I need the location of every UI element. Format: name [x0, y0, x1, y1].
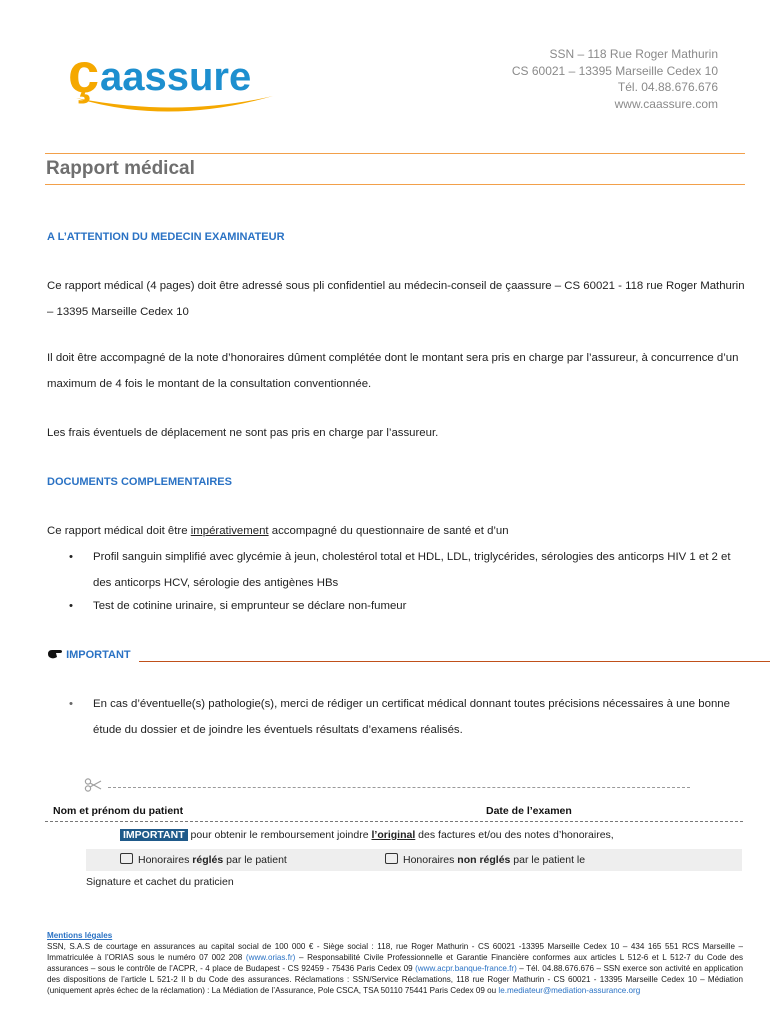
legal-line: – Tél. 04.88.676.676 – SSN exerce son activité en application des dispositions de l’article L 521-2 II b du Code des assurances. Réclamations : SSN/Service Réclamations, 118 rue Roger Mathurin - CS 60021 - 13395 Marseille Cedex 10 – Médiation (uniquement après échec de la réclamation) : La Médiation de l’Assurance, Pole CSCA, TSA 50110 75441 Paris Cedex 09 ou — [47, 964, 743, 995]
mediator-email-link[interactable]: le.mediateur@mediation-assurance.org — [498, 986, 641, 995]
bullet-icon: • — [69, 600, 73, 612]
scissors-icon — [84, 778, 102, 792]
logo-c-letter: ç — [68, 44, 100, 104]
address-line: CS 60021 – 13395 Marseille Cedex 10 — [511, 63, 718, 78]
important-text: En cas d’éventuelle(s) pathologie(s), merci de rédiger un certificat médical donnant toutes précisions nécessaires à une bonne étude du dossier et de joindre les éventuels résultats d’examens réalisés. — [93, 698, 730, 736]
section-heading-documents: DOCUMENTS COMPLEMENTAIRES — [47, 476, 232, 488]
list-item-text: Test de cotinine urinaire, si emprunteur se déclare non-fumeur — [93, 600, 407, 612]
paragraph-honoraires: Il doit être accompagné de la note d’honoraires dûment complétée dont le montant sera pris en charge par l’assureur, à concurrence d’un maximum de 4 fois le montant de la consultation conventionnée. — [47, 352, 739, 390]
intro-text: Ce rapport médical doit être — [47, 525, 191, 537]
reimb-original: l’original — [371, 829, 416, 841]
cb2-bold: non réglés — [457, 854, 511, 866]
acpr-link[interactable]: (www.acpr.banque-france.fr) — [415, 964, 517, 973]
legal-line: SSN, S.A.S de courtage en assurances au capital social de 100 000 € - Siège social : 118, rue Roger Mathurin - CS 60021 -13395 Marseille Cedex 10 – 434 165 551 RCS Marseille – Immatriculée à l’ORIAS sous le numéro 07 002 208 — [47, 942, 743, 962]
legal-text — [47, 941, 743, 996]
reimbursement-note — [120, 829, 614, 841]
important-badge: IMPORTANT — [120, 829, 188, 841]
cb1-bold: réglés — [192, 854, 224, 866]
form-divider — [45, 821, 743, 822]
orias-link[interactable]: (www.orias.fr) — [245, 953, 296, 962]
paragraph-adresse: Ce rapport médical (4 pages) doit être adressé sous pli confidentiel au médecin-conseil de çaassure – CS 60021 - 118 rue Roger Mathurin – 13395 Marseille Cedex 10 — [47, 280, 745, 318]
important-underline — [139, 661, 770, 662]
address-line: Tél. 04.88.676.676 — [617, 80, 718, 94]
logo-wordmark: aassure — [100, 55, 252, 99]
paragraph-frais: Les frais éventuels de déplacement ne sont pas pris en charge par l’assureur. — [47, 427, 439, 439]
list-item-text: Profil sanguin simplifié avec glycémie à jeun, cholestérol total et HDL, LDL, triglycérides, sérologies des anticorps HIV 1 et 2 et des anticorps HCV, sérologie des antigènes HBs — [93, 551, 731, 589]
pointing-hand-icon — [47, 648, 63, 659]
checkbox-regles-row[interactable] — [120, 853, 287, 866]
legal-title[interactable]: Mentions légales — [47, 931, 113, 940]
bullet-icon: • — [69, 698, 73, 710]
checkbox-regles[interactable] — [120, 853, 133, 864]
cb1-text: Honoraires — [138, 854, 193, 866]
section-heading-medecin: A L’ATTENTION DU MEDECIN EXAMINATEUR — [47, 231, 285, 243]
address-line: SSN – 118 Rue Roger Mathurin — [549, 47, 718, 61]
important-label: IMPORTANT — [66, 649, 131, 661]
website-link[interactable]: www.caassure.com — [614, 96, 718, 111]
title-bottom-rule — [45, 184, 745, 185]
title-top-rule — [45, 153, 745, 154]
list-item — [69, 691, 749, 743]
list-item — [69, 544, 749, 596]
exam-date-label: Date de l’examen — [486, 805, 572, 817]
important-heading — [47, 648, 737, 661]
checkbox-non-regles-row[interactable] — [385, 853, 585, 866]
cb2-text: Honoraires — [403, 854, 458, 866]
company-address — [458, 46, 718, 112]
reimb-text-end: des factures et/ou des notes d’honoraires, — [415, 829, 614, 841]
caassure-logo — [68, 44, 293, 114]
cut-line — [108, 787, 690, 788]
checkbox-non-regles[interactable] — [385, 853, 398, 864]
list-item — [69, 593, 749, 619]
signature-label: Signature et cachet du praticien — [86, 876, 234, 888]
intro-emphasis: impérativement — [190, 525, 269, 537]
cb2-text-end: par le patient le — [510, 854, 586, 866]
cb1-text-end: par le patient — [223, 854, 287, 866]
patient-name-label: Nom et prénom du patient — [53, 805, 184, 817]
legal-notice — [47, 930, 743, 996]
page-title: Rapport médical — [46, 158, 195, 179]
paragraph-documents-intro — [47, 518, 747, 544]
reimb-text: pour obtenir le remboursement joindre — [187, 829, 372, 841]
intro-text-end: accompagné du questionnaire de santé et d’un — [268, 525, 509, 537]
bullet-icon: • — [69, 551, 73, 563]
legal-line: – Responsabilité Civile Professionnelle et Garantie Financière conformes aux articles L 512-6 et L 512-7 du Code des assurances – sous le contrôle de l’ACPR, - 4 place de Budapest - CS 92459 - 75436 Paris Cedex 09 — [47, 953, 743, 973]
